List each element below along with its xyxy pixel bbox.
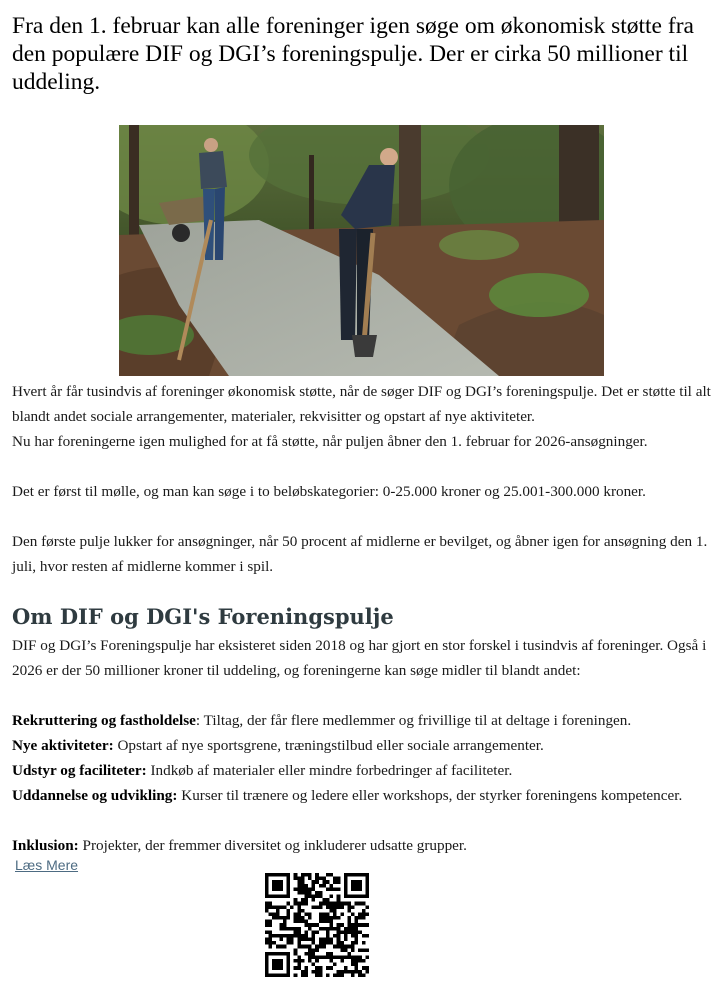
list-item <box>12 733 714 758</box>
body-paragraph: Den første pulje lukker for ansøgninger, når 50 procent af midlerne er bevilget, og åbner igen for ansøgning den 1. juli, hvor resten af midlerne kommer i spil. <box>12 533 708 575</box>
list-item <box>12 758 714 783</box>
list-item-term: Nye aktiviteter: <box>12 737 114 754</box>
list-item <box>12 833 714 858</box>
body-paragraph: Hvert år får tusindvis af foreninger økonomisk støtte, når de søger DIF og DGI’s foreningspulje. Det er støtte til alt blandt andet sociale arrangementer, materialer, rekvisitter og opstart af nye aktiviteter. <box>12 383 711 425</box>
body-paragraph: Det er først til mølle, og man kan søge i to beløbskategorier: 0-25.000 kroner og 25.001-300.000 kroner. <box>12 483 646 500</box>
list-item-text: Indkøb af materialer eller mindre forbedringer af faciliteter. <box>146 762 513 779</box>
list-item-text: Opstart af nye sportsgrene, træningstilbud eller sociale arrangementer. <box>113 737 544 754</box>
section-intro: DIF og DGI’s Foreningspulje har eksisteret siden 2018 og har gjort en stor forskel i tusindvis af foreninger. Også i 2026 er der 50 millioner kroner til uddeling, og foreningerne kan søge midler til blandt andet: <box>12 637 707 679</box>
list-item-separator: : <box>195 712 201 729</box>
list-item-term: Inklusion: <box>12 837 79 854</box>
qr-code-icon <box>265 873 369 977</box>
list-item <box>12 708 714 733</box>
article-lead: Fra den 1. februar kan alle foreninger igen søge om økonomisk støtte fra den populære DIF og DGI’s foreningspulje. Der er cirka 50 millioner til uddeling. <box>12 13 694 95</box>
list-item-text: Kurser til trænere og ledere eller workshops, der styrker foreningens kompetencer. <box>177 787 683 804</box>
list-item-term: Uddannelse og udvikling: <box>12 787 178 804</box>
list-item-text: Projekter, der fremmer diversitet og inkluderer udsatte grupper. <box>78 837 467 854</box>
list-item-text: Tiltag, der får flere medlemmer og frivillige til at deltage i foreningen. <box>200 712 632 729</box>
article-photo <box>119 125 604 376</box>
list-item-term: Rekruttering og fastholdelse <box>12 712 196 729</box>
read-more-link[interactable]: Læs Mere <box>15 857 79 873</box>
list-item <box>12 783 714 808</box>
body-paragraph: Nu har foreningerne igen mulighed for at få støtte, når puljen åbner den 1. februar for 2026-ansøgninger. <box>12 433 648 450</box>
list-item-term: Udstyr og faciliteter: <box>12 762 147 779</box>
section-heading: Om DIF og DGI's Foreningspulje <box>12 604 394 629</box>
